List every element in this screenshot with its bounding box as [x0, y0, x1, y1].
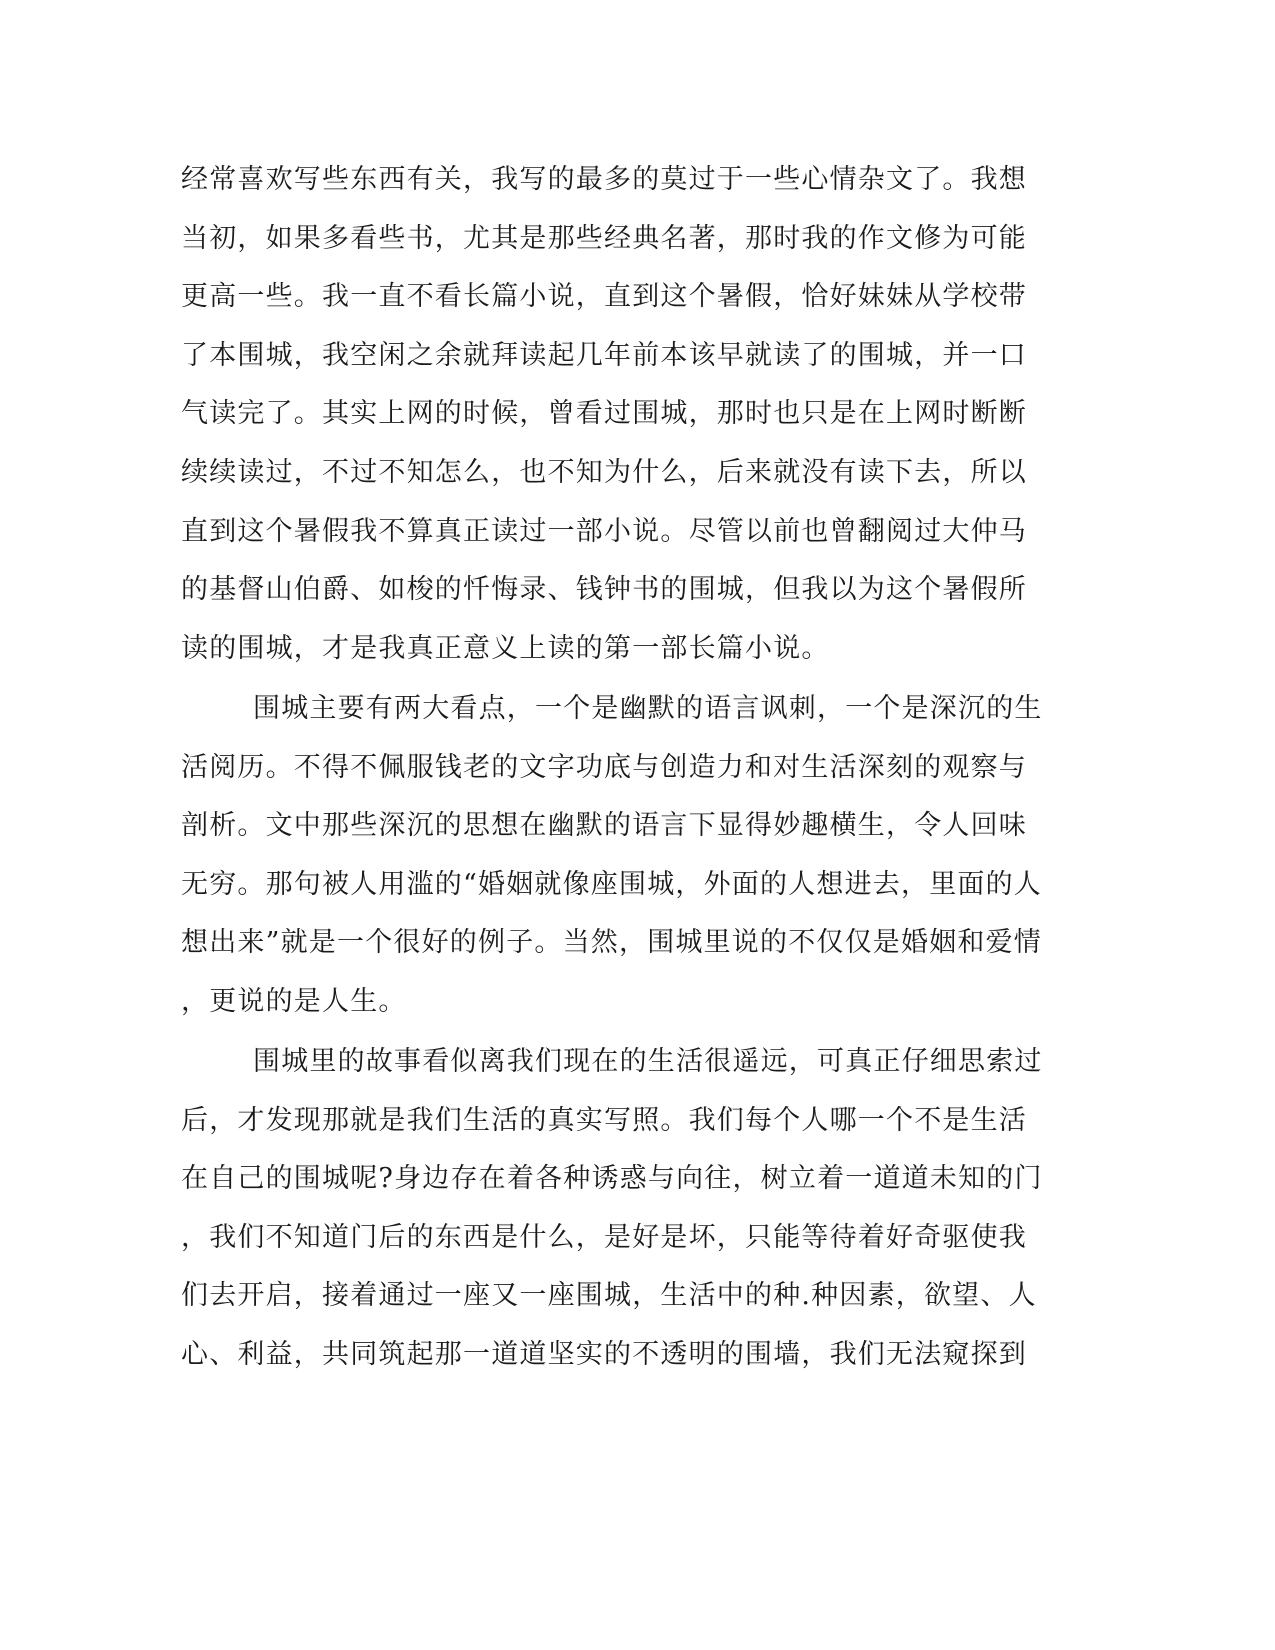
text-line: 在自己的围城呢?身边存在着各种诱惑与向往，树立着一道道未知的门 — [181, 1163, 1043, 1195]
text-line-indented: 围城主要有两大看点，一个是幽默的语言讽刺，一个是深沉的生 — [253, 693, 1043, 724]
text-line: 更高一些。我一直不看长篇小说，直到这个暑假，恰好妹妹从学校带 — [181, 281, 1027, 313]
text-line: 剖析。文中那些深沉的思想在幽默的语言下显得妙趣横生，令人回味 — [181, 810, 1027, 842]
text-line: 后，才发现那就是我们生活的真实写照。我们每个人哪一个不是生活 — [181, 1104, 1027, 1136]
text-line: 续续读过，不过不知怎么，也不知为什么，后来就没有读下去，所以 — [181, 456, 1027, 488]
text-line-indented: 围城里的故事看似离我们现在的生活很遥远，可真正仔细思索过 — [253, 1046, 1043, 1077]
text-line: 读的围城，才是我真正意义上读的第一部长篇小说。 — [181, 632, 830, 664]
text-line: 想出来”就是一个很好的例子。当然，围城里说的不仅仅是婚姻和爱情 — [181, 927, 1043, 959]
text-line: 经常喜欢写些东西有关，我写的最多的莫过于一些心情杂文了。我想 — [181, 164, 1027, 195]
text-line: 气读完了。其实上网的时候，曾看过围城，那时也只是在上网时断断 — [181, 398, 1027, 430]
text-line: 们去开启，接着通过一座又一座围城，生活中的种.种因素，欲望、人 — [181, 1280, 1037, 1312]
text-line: 无穷。那句被人用滥的“婚姻就像座围城，外面的人想进去，里面的人 — [181, 868, 1043, 900]
text-line: ，更说的是人生。 — [181, 985, 407, 1017]
text-line: 了本围城，我空闲之余就拜读起几年前本该早就读了的围城，并一口 — [181, 339, 1027, 371]
text-line: ，我们不知道门后的东西是什么，是好是坏，只能等待着好奇驱使我 — [181, 1221, 1027, 1253]
paragraph-2 — [181, 680, 1041, 1032]
paragraph-1 — [181, 151, 1041, 678]
text-line: 心、利益，共同筑起那一道道坚实的不透明的围墙，我们无法窥探到 — [181, 1338, 1027, 1370]
paragraph-3 — [181, 1033, 1041, 1385]
text-line: 的基督山伯爵、如梭的忏悔录、钱钟书的围城，但我以为这个暑假所 — [181, 574, 1027, 606]
text-line: 活阅历。不得不佩服钱老的文字功底与创造力和对生活深刻的观察与 — [181, 751, 1027, 783]
text-line: 直到这个暑假我不算真正读过一部小说。尽管以前也曾翻阅过大仲马 — [181, 515, 1027, 547]
text-line: 当初，如果多看些书，尤其是那些经典名著，那时我的作文修为可能 — [181, 222, 1027, 254]
